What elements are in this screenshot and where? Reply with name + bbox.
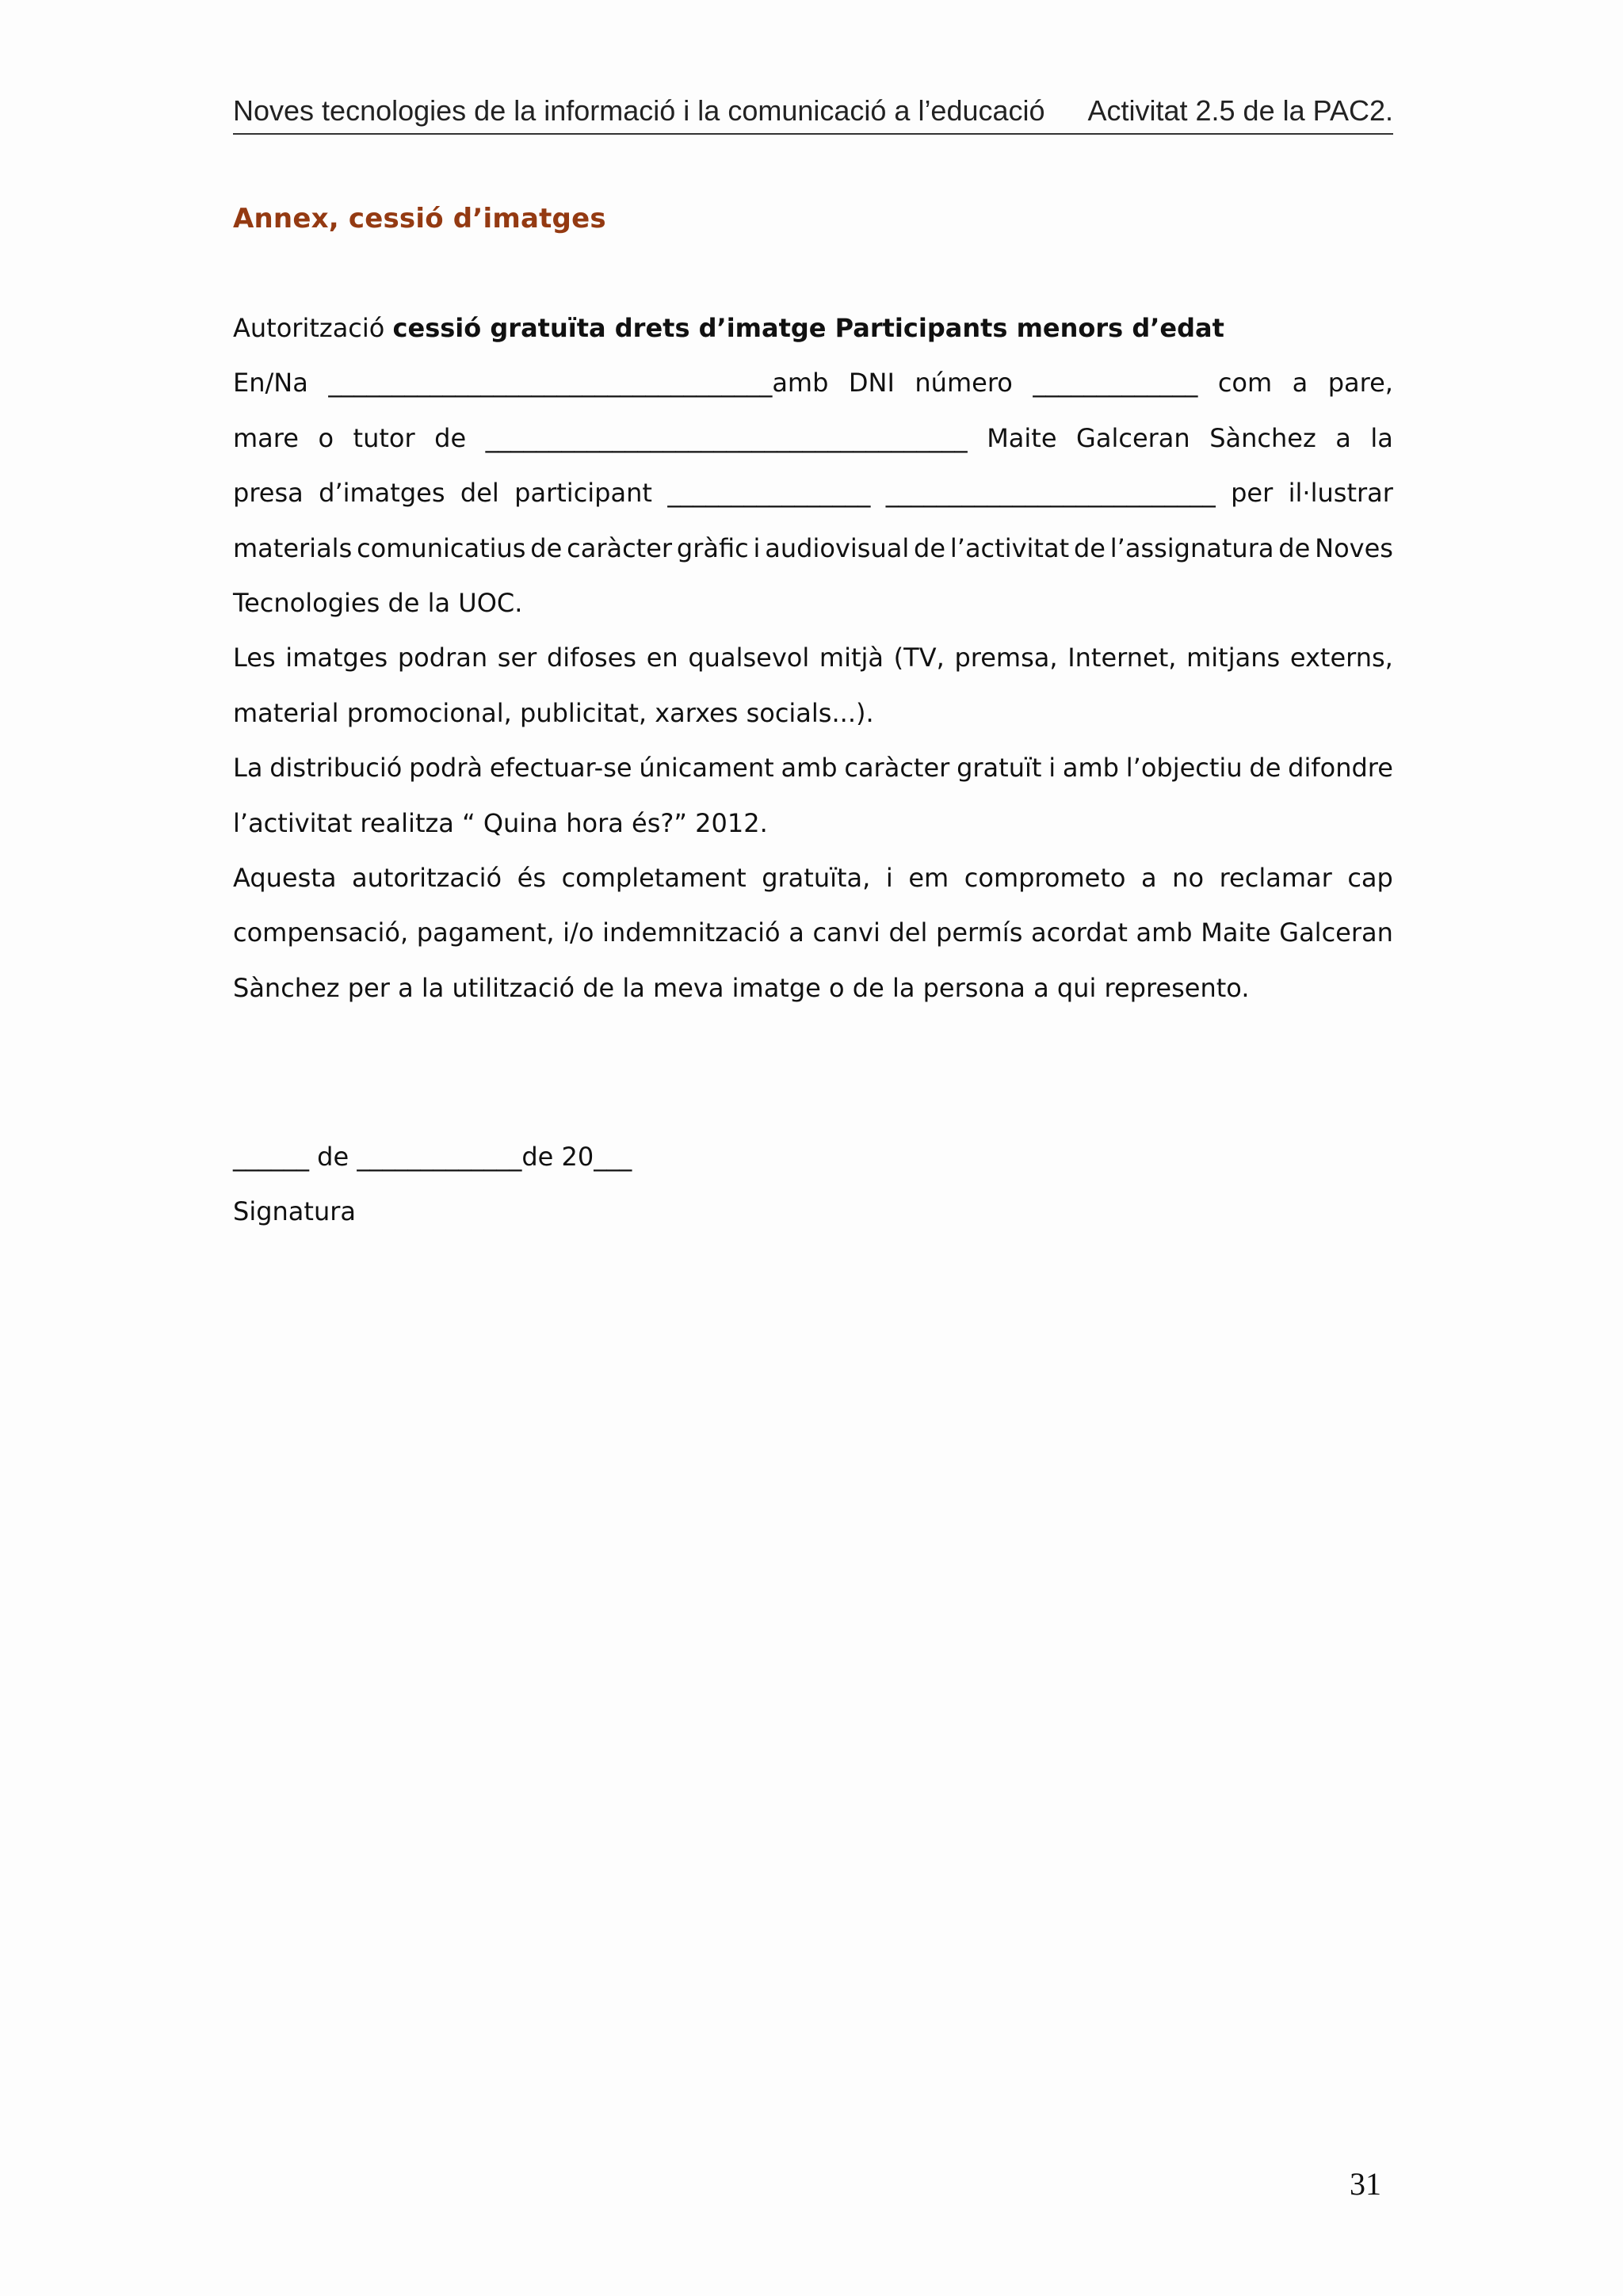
word: presa	[233, 478, 304, 509]
word: caràcter	[844, 753, 950, 784]
signature-label: Signatura	[233, 1196, 356, 1226]
word: i/o	[563, 917, 594, 948]
word: amb	[781, 753, 838, 784]
word: ___________________________________amb	[328, 368, 829, 399]
word: de	[1073, 532, 1106, 563]
word: materials	[233, 532, 353, 563]
word: del	[460, 478, 499, 509]
word: acordat	[1031, 917, 1128, 948]
word: permís	[936, 917, 1023, 948]
word: la	[1370, 422, 1393, 453]
word: comunicatius	[357, 532, 526, 563]
text-line-3	[233, 411, 1393, 466]
word: distribució	[269, 753, 403, 784]
word: cap	[1347, 862, 1393, 893]
word: Maite	[987, 422, 1057, 453]
word: a	[789, 917, 804, 948]
text-line-8-content: material promocional, publicitat, xarxes socials...).	[233, 697, 874, 728]
word: _____________	[1033, 368, 1198, 399]
word: audiovisual	[765, 532, 910, 563]
page-number: 31	[1350, 2166, 1381, 2202]
word: podrà	[409, 753, 483, 784]
word: amb	[1062, 753, 1119, 784]
text-line-11	[233, 851, 1393, 906]
word: En/Na	[233, 368, 308, 399]
word: reclamar	[1219, 862, 1332, 893]
word: compensació,	[233, 917, 409, 948]
word: pare,	[1327, 368, 1393, 399]
word: em	[908, 862, 949, 893]
word: de	[1278, 532, 1311, 563]
date-line: ______ de _____________de 20___	[233, 1142, 632, 1172]
word: no	[1172, 862, 1205, 893]
word: ________________	[667, 478, 871, 509]
word: il·lustrar	[1288, 478, 1393, 509]
heading-prefix: Autorització	[233, 313, 393, 343]
word: mare	[233, 422, 299, 453]
word: l’objectiu	[1125, 753, 1243, 784]
word: o	[318, 422, 334, 453]
text-line-4	[233, 466, 1393, 521]
word: a	[1335, 422, 1351, 453]
word: pagament,	[416, 917, 555, 948]
word: difondre	[1288, 753, 1393, 784]
word: gràfic	[676, 532, 749, 563]
word: Noves	[1315, 532, 1393, 563]
word: Les	[233, 643, 276, 673]
word: ser	[497, 643, 537, 673]
word: Maite	[1201, 917, 1271, 948]
text-line-8	[233, 686, 1393, 741]
text-line-10-content: l’activitat realitza “ Quina hora és?” 2012.	[233, 807, 768, 838]
word: i	[1048, 753, 1056, 784]
text-line-13	[233, 961, 1393, 1016]
word: per	[1231, 478, 1274, 509]
word: Sànchez	[1209, 422, 1316, 453]
word: caràcter	[567, 532, 673, 563]
text-line-9	[233, 741, 1393, 795]
header-activity: Activitat 2.5 de la PAC2.	[1087, 94, 1393, 127]
word: a	[1141, 862, 1157, 893]
text-line-13-content: Sànchez per a la utilització de la meva imatge o de la persona a qui represento.	[233, 972, 1250, 1003]
word: de	[1249, 753, 1281, 784]
word: participant	[514, 478, 652, 509]
word: a	[1292, 368, 1308, 399]
authorization-text	[233, 301, 1393, 1016]
word: del	[888, 917, 928, 948]
word: completament	[561, 862, 747, 893]
word: gratuïta,	[762, 862, 871, 893]
word: de	[530, 532, 563, 563]
word: (TV,	[893, 643, 945, 673]
word: tutor	[353, 422, 415, 453]
word: qualsevol	[688, 643, 810, 673]
word: gratuït	[957, 753, 1042, 784]
word: comprometo	[964, 862, 1126, 893]
word: canvi	[812, 917, 880, 948]
word: amb	[1136, 917, 1193, 948]
word: i	[753, 532, 761, 563]
word: DNI	[848, 368, 895, 399]
word: premsa,	[954, 643, 1058, 673]
text-line-7	[233, 631, 1393, 685]
word: número	[915, 368, 1013, 399]
text-line-2	[233, 356, 1393, 410]
word: de	[914, 532, 946, 563]
word: efectuar-se	[489, 753, 632, 784]
word: __________________________	[885, 478, 1216, 509]
word: indemnització	[602, 917, 781, 948]
text-line-6	[233, 576, 1393, 631]
word: Internet,	[1067, 643, 1177, 673]
word: l’assignatura	[1109, 532, 1274, 563]
text-line-10	[233, 796, 1393, 851]
word: autorització	[352, 862, 502, 893]
word: podran	[397, 643, 488, 673]
header-divider	[233, 133, 1393, 135]
word: i	[885, 862, 893, 893]
word: ______________________________________	[485, 422, 968, 453]
word: mitjans	[1186, 643, 1281, 673]
word: d’imatges	[319, 478, 445, 509]
word: Aquesta	[233, 862, 337, 893]
word: Galceran	[1076, 422, 1190, 453]
header-title: Noves tecnologies de la informació i la comunicació a l’educació	[233, 94, 1045, 127]
section-title: Annex, cessió d’imatges	[233, 203, 606, 235]
text-line-12	[233, 906, 1393, 960]
word: de	[434, 422, 467, 453]
word: mitjà	[819, 643, 884, 673]
word: és	[517, 862, 546, 893]
word: Galceran	[1279, 917, 1393, 948]
word: La	[233, 753, 263, 784]
word: externs,	[1289, 643, 1393, 673]
authorization-heading	[233, 301, 1393, 356]
word: únicament	[639, 753, 774, 784]
word: imatges	[285, 643, 388, 673]
text-line-6-content: Tecnologies de la UOC.	[233, 587, 523, 618]
word: com	[1217, 368, 1273, 399]
heading-bold: cessió gratuïta drets d’imatge Participants menors d’edat	[392, 313, 1224, 343]
word: difoses	[546, 643, 637, 673]
text-line-5	[233, 521, 1393, 576]
word: en	[646, 643, 678, 673]
word: l’activitat	[949, 532, 1070, 563]
